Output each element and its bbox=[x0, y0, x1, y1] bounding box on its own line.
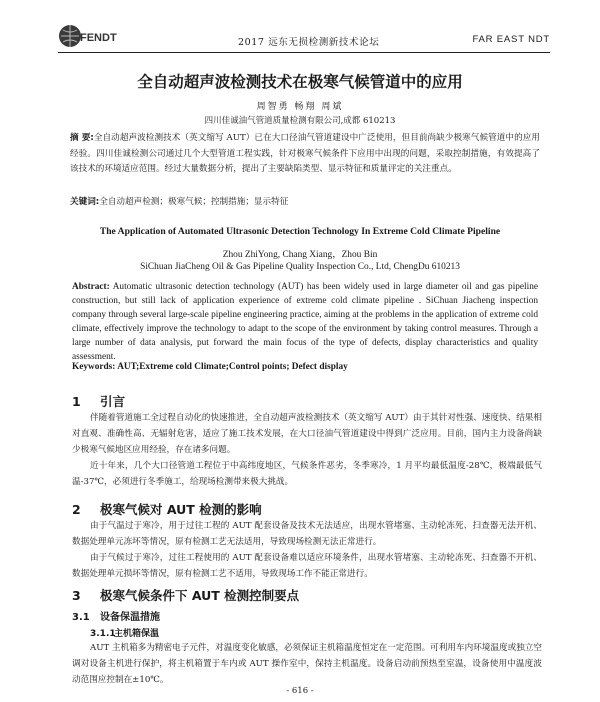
subsection-heading bbox=[72, 608, 160, 623]
subsubsection-number: 3.1.1 bbox=[90, 629, 116, 639]
abstract-label-en: Abstract: bbox=[72, 282, 110, 292]
affiliation-en: SiChuan JiaCheng Oil & Gas Pipeline Quality Inspection Co., Ltd, ChengDu 610213 bbox=[140, 262, 460, 272]
keywords-text-cn: 全自动超声检测；极寒气候；控制措施；显示特征 bbox=[99, 197, 289, 207]
paragraph: 伴随着管道施工全过程自动化的快速推进，全自动超声波检测技术（英文缩写 AUT）由于其针对性强、速度快、结果相对直观、准确性高、无辐射危害，适应了施工技术发展，在大口径油气管道建设中得到广泛应用。目前，国内主力设备尚缺少极寒气候地区应用经验，存在诸多问题。 bbox=[72, 413, 542, 455]
section-number: 2 bbox=[72, 502, 81, 517]
brand-name: FAR EAST NDT bbox=[472, 34, 550, 45]
abstract-en bbox=[72, 280, 538, 365]
section-title: 引言 bbox=[100, 394, 126, 409]
conference-title: 2017 远东无损检测新技术论坛 bbox=[238, 37, 380, 48]
paragraph: 由于气温过于寒冷，用于过往工程的 AUT 配套设备及技术无法适应，出现水管堵塞、主动轮冻死、扫查器无法开机、数据处理单元冻坏等情况，原有检测工艺无法适用，导致现场检测无法正常进行。 bbox=[72, 521, 542, 547]
paper-title-cn: 全自动超声波检测技术在极寒气候管道中的应用 bbox=[137, 73, 463, 91]
section-2-heading bbox=[72, 500, 262, 518]
section-number: 1 bbox=[72, 394, 81, 409]
affiliation-cn: 四川佳诚油气管道质量检测有限公司,成都 610213 bbox=[204, 116, 396, 126]
keywords-en: Keywords: AUT;Extreme cold Climate;Control points; Defect display bbox=[72, 362, 348, 372]
authors-en: Zhou ZhiYong, Chang Xiang，Zhou Bin bbox=[222, 250, 378, 260]
abstract-text-en: Automatic ultrasonic detection technology (AUT) has been widely used in large diameter oil and gas pipeline construction, but still lack of application experience of extreme cold climate pipeline . SiChuan Jiacheng inspection company through several large-scale pipeline engineering practice, aiming at the problems in the application of extreme cold climate, effectively improve the technology to adapt to the scope of the environment by taking control measures. Through a large number of data analysis, put forward the main focus of the type of defects, display characteristics and quality assessment. bbox=[72, 282, 538, 363]
subsection-title: 设备保温措施 bbox=[100, 612, 160, 623]
subsubsection-title: 主机箱保温 bbox=[114, 629, 160, 639]
conference-logo bbox=[58, 22, 120, 50]
section-title: 极寒气候对 AUT 检测的影响 bbox=[100, 502, 262, 517]
keywords-cn bbox=[70, 195, 540, 207]
section-number: 3 bbox=[72, 588, 81, 603]
authors-cn: 周智勇 畅翔 周斌 bbox=[256, 102, 344, 112]
paragraph: 近十年来，几个大口径管道工程位于中高纬度地区，气候条件恶劣，冬季寒冷，1 月平均最低温度-28℃，极端最低气温-37℃，必须进行冬季施工，给现场检测带来极大挑战。 bbox=[72, 461, 542, 487]
paragraph: AUT 主机箱多为精密电子元件，对温度变化敏感，必须保证主机箱温度恒定在一定范围。可利用车内环境温度或独立空调对设备主机进行保护，将主机箱置于车内或 AUT 操作室中，保持主机温度。设备启动前预热至室温，设备使用中温度波动范围应控制在±10℃。 bbox=[72, 643, 542, 685]
section-1-heading bbox=[72, 392, 125, 410]
section-title: 极寒气候条件下 AUT 检测控制要点 bbox=[100, 588, 300, 603]
page-header bbox=[58, 22, 550, 53]
paragraph: 由于气候过于寒冷，过往工程使用的 AUT 配套设备难以适应环境条件，出现水管堵塞、主动轮冻死、扫查器不开机、数据处理单元损坏等情况，原有检测工艺不适用，导致现场工作不能正常进行。 bbox=[72, 553, 542, 579]
section-3-heading bbox=[72, 586, 299, 604]
keywords-label-cn: 关键词: bbox=[70, 197, 100, 207]
abstract-label-cn: 摘 要: bbox=[70, 133, 94, 143]
logo-text: FENDT bbox=[80, 32, 117, 44]
subsection-number: 3.1 bbox=[72, 612, 90, 623]
page-number: - 616 - bbox=[286, 686, 314, 696]
subsubsection-heading bbox=[90, 626, 159, 639]
abstract-cn bbox=[70, 131, 540, 178]
abstract-text-cn: 全自动超声波检测技术（英文缩写 AUT）已在大口径油气管道建设中广泛使用，但目前尚缺少极寒气候管道中的应用经验。四川佳诚检测公司通过几个大型管道工程实践，针对极寒气候条件下应用中出现的问题，采取控制措施，有效提高了该技术的环境适应范围。经过大量数据分析，提出了主要缺陷类型、显示特征和质量评定的关注重点。 bbox=[70, 133, 540, 174]
paper-title-en: The Application of Automated Ultrasonic Detection Technology In Extreme Cold Climate Pipeline bbox=[99, 226, 501, 237]
